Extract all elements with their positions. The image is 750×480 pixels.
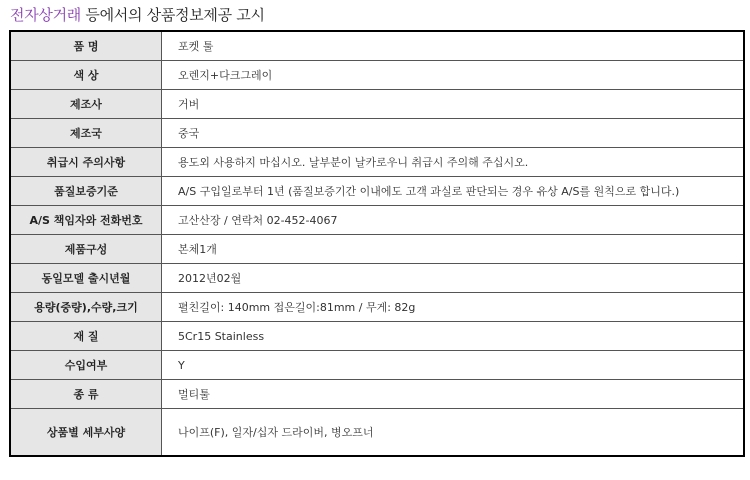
row-label: 동일모델 출시년월 — [10, 264, 162, 293]
table-row — [10, 119, 744, 148]
table-row — [10, 409, 744, 457]
row-value: Y — [162, 351, 745, 380]
table-row — [10, 322, 744, 351]
row-value: 고산산장 / 연락처 02-452-4067 — [162, 206, 745, 235]
product-info-table — [9, 30, 745, 457]
row-value: 거버 — [162, 90, 745, 119]
page-title — [10, 4, 265, 26]
row-value: 본체1개 — [162, 235, 745, 264]
row-label: 제조사 — [10, 90, 162, 119]
row-label: 종 류 — [10, 380, 162, 409]
table-row — [10, 235, 744, 264]
table-row — [10, 264, 744, 293]
row-label: 제품구성 — [10, 235, 162, 264]
table-row — [10, 61, 744, 90]
row-label: 색 상 — [10, 61, 162, 90]
row-label: 품질보증기준 — [10, 177, 162, 206]
row-value: 5Cr15 Stainless — [162, 322, 745, 351]
page-title-accent: 전자상거래 — [10, 6, 81, 24]
row-value: 포켓 툴 — [162, 31, 745, 61]
row-value: 오렌지+다크그레이 — [162, 61, 745, 90]
row-value: 나이프(F), 일자/십자 드라이버, 병오프너 — [162, 409, 745, 457]
row-label: 취급시 주의사항 — [10, 148, 162, 177]
row-value: 용도외 사용하지 마십시오. 날부분이 날카로우니 취급시 주의해 주십시오. — [162, 148, 745, 177]
row-label: A/S 책임자와 전화번호 — [10, 206, 162, 235]
row-label: 상품별 세부사양 — [10, 409, 162, 457]
row-value: 중국 — [162, 119, 745, 148]
table-row — [10, 31, 744, 61]
table-row — [10, 148, 744, 177]
table-row — [10, 351, 744, 380]
table-row — [10, 177, 744, 206]
row-value: A/S 구입일로부터 1년 (품질보증기간 이내에도 고객 과실로 판단되는 경우 유상 A/S를 원칙으로 합니다.) — [162, 177, 745, 206]
row-value: 펼친길이: 140mm 접은길이:81mm / 무게: 82g — [162, 293, 745, 322]
row-label: 용량(중량),수량,크기 — [10, 293, 162, 322]
row-value: 2012년02월 — [162, 264, 745, 293]
table-row — [10, 293, 744, 322]
table-row — [10, 90, 744, 119]
row-label: 제조국 — [10, 119, 162, 148]
table-row — [10, 380, 744, 409]
row-label: 재 질 — [10, 322, 162, 351]
page-title-rest: 등에서의 상품정보제공 고시 — [80, 6, 265, 24]
table-row — [10, 206, 744, 235]
row-value: 멀티툴 — [162, 380, 745, 409]
row-label: 품 명 — [10, 31, 162, 61]
row-label: 수입여부 — [10, 351, 162, 380]
